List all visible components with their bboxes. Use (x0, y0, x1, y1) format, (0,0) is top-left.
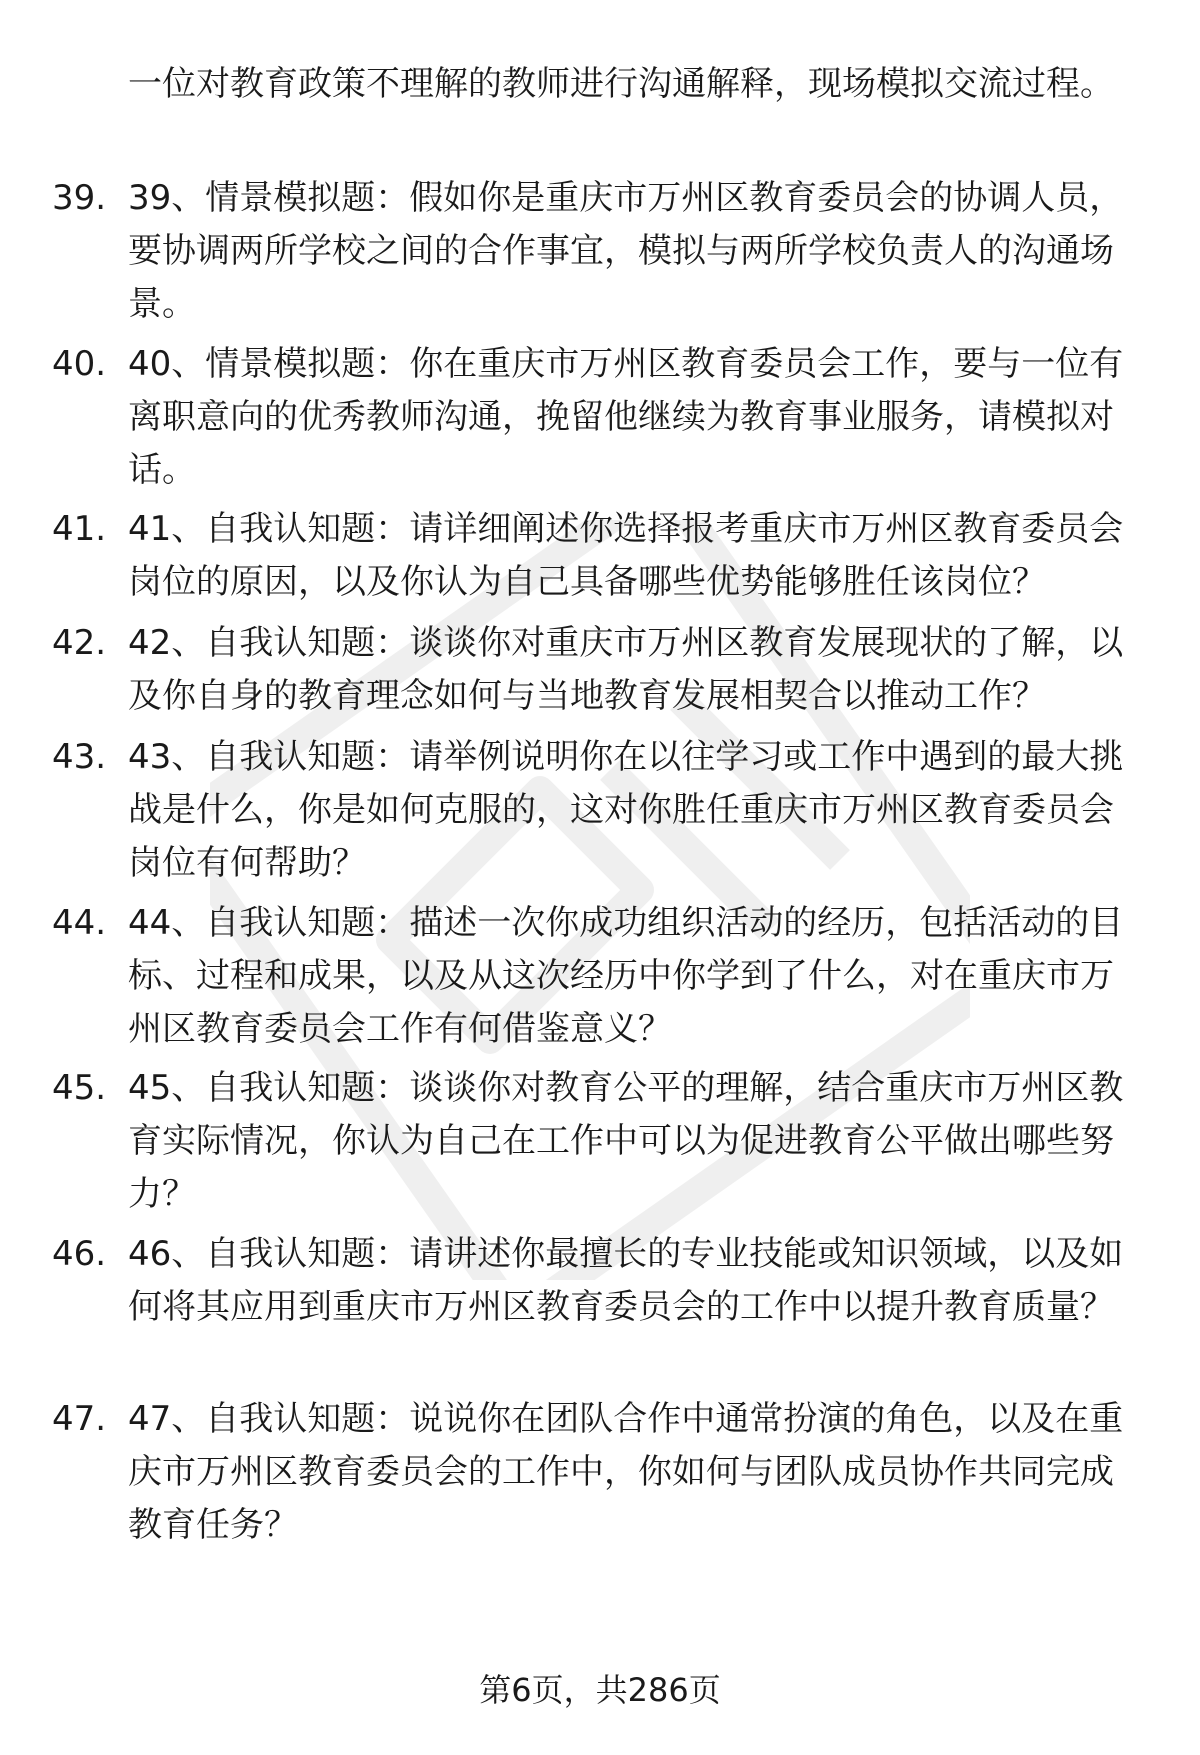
question-number: 45. (52, 1068, 107, 1108)
question-continuation: 一位对教育政策不理解的教师进行沟通解释，现场模拟交流过程。 (128, 64, 1114, 104)
question-text: 40、情景模拟题：你在重庆市万州区教育委员会工作，要与一位有离职意向的优秀教师沟通，挽留他继续为教育事业服务，请模拟对话。 (128, 344, 1124, 490)
question-number: 41. (52, 509, 107, 549)
question-text: 39、情景模拟题：假如你是重庆市万州区教育委员会的协调人员，要协调两所学校之间的合作事宜，模拟与两所学校负责人的沟通场景。 (128, 178, 1124, 324)
question-text: 44、自我认知题：描述一次你成功组织活动的经历，包括活动的目标、过程和成果，以及从这次经历中你学到了什么，对在重庆市万州区教育委员会工作有何借鉴意义？ (128, 903, 1124, 1049)
question-number: 42. (52, 623, 107, 663)
question-number: 46. (52, 1234, 107, 1274)
page-footer: 第6页，共286页 (479, 1671, 721, 1709)
question-number: 40. (52, 344, 107, 384)
question-text: 43、自我认知题：请举例说明你在以往学习或工作中遇到的最大挑战是什么，你是如何克服的，这对你胜任重庆市万州区教育委员会岗位有何帮助？ (128, 737, 1124, 883)
question-number: 44. (52, 903, 107, 943)
question-number: 39. (52, 178, 107, 218)
question-number: 43. (52, 737, 107, 777)
question-text: 46、自我认知题：请讲述你最擅长的专业技能或知识领域，以及如何将其应用到重庆市万州区教育委员会的工作中以提升教育质量？ (128, 1234, 1124, 1327)
question-number: 47. (52, 1399, 107, 1439)
question-text: 42、自我认知题：谈谈你对重庆市万州区教育发展现状的了解，以及你自身的教育理念如何与当地教育发展相契合以推动工作？ (128, 623, 1124, 716)
question-text: 41、自我认知题：请详细阐述你选择报考重庆市万州区教育委员会岗位的原因，以及你认为自己具备哪些优势能够胜任该岗位？ (128, 509, 1124, 602)
question-text: 47、自我认知题：说说你在团队合作中通常扮演的角色，以及在重庆市万州区教育委员会的工作中，你如何与团队成员协作共同完成教育任务？ (128, 1399, 1124, 1545)
question-text: 45、自我认知题：谈谈你对教育公平的理解，结合重庆市万州区教育实际情况，你认为自己在工作中可以为促进教育公平做出哪些努力？ (128, 1068, 1124, 1214)
